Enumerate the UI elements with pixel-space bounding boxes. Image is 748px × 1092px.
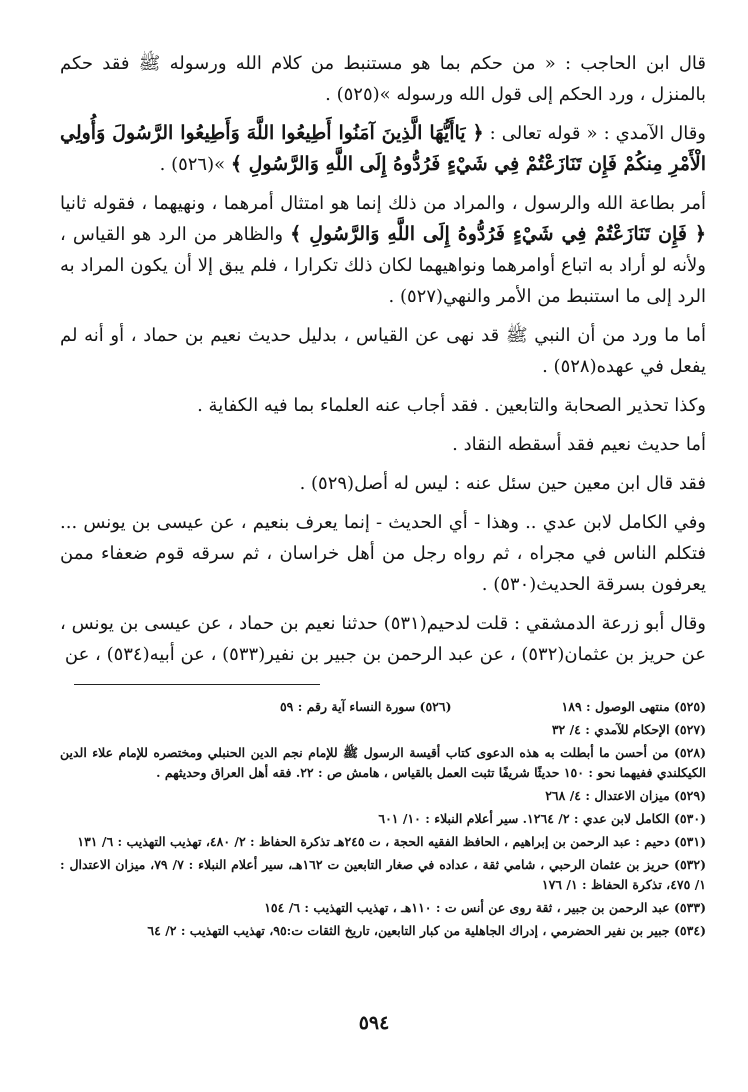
obedience-text-a: أمر بطاعة الله والرسول ، والمراد من ذلك إنما هو امتثال أمرهما ، ونهيهما ، فقوله ثانيا (60, 193, 706, 214)
amidi-ref: »(٥٢٦) . (159, 154, 231, 175)
footnote-531: (٥٣١) دحيم : عبد الرحمن بن إبراهيم ، الحافظ الفقيه الحجة ، ت ٢٤٥هـ تذكرة الحفاظ : ٢/ ٤٨٠، تهذيب التهذيب : ٦/ ١٣١ (77, 834, 706, 849)
quran-verse-2: ﴿ فَإِن تَنَازَعْتُمْ فِي شَيْءٍ فَرُدُّوهُ إِلَى اللَّهِ وَالرَّسُولِ ﴾ (290, 223, 706, 245)
main-text (60, 48, 706, 670)
footnote-527: (٥٢٧) الإحكام للآمدي : ٤/ ٣٢ (551, 722, 706, 737)
footnote-532: (٥٣٢) حريز بن عثمان الرحبي ، شامي ثقة ، عداده في صغار التابعين ت ١٦٢هـ، سير أعلام النبلاء : ٧/ ٧٩، ميزان الاعتدال : ١/ ٤٧٥، تذكرة الحفاظ : ١/ ١٧٦ (60, 857, 707, 892)
paragraph-ibn-main: فقد قال ابن معين حين سئل عنه : ليس له أصل(٥٢٩) . (299, 473, 706, 494)
paragraph-amidi (60, 118, 706, 180)
paragraph-kamil: وفي الكامل لابن عدي .. وهذا - أي الحديث - إنما يعرف بنعيم ، عن عيسى بن يونس ... فتكلم الناس في مجراه ، ثم رواه رجل من أهل خراسان ، ثم سرقه قوم ضعفاء ممن يعرفون بسرقة الحديث(٥٣٠) . (60, 512, 706, 595)
page-number: ٥٩٤ (358, 1012, 390, 1034)
obedience-text-b: والظاهر من الرد هو القياس ، ولأنه لو أراد به اتباع أوامرهما ونواهيهما لكان ذلك تكرارا ، فلم يبق إلا أن يكون المراد به الرد إلى ما استنبط من الأمر والنهي(٥٢٧) . (60, 224, 706, 307)
footnote-525: (٥٢٥) منتهى الوصول : ١٨٩ (561, 699, 706, 714)
footnote-divider (74, 684, 320, 685)
footnote-534: (٥٣٤) جبير بن نفير الحضرمي ، إدراك الجاهلية من كبار التابعين، تاريخ الثقات ت:٩٥، تهذيب التهذيب : ٢/ ٦٤ (147, 923, 706, 938)
amidi-intro: وقال الآمدي : « قوله تعالى : (483, 123, 706, 144)
footnote-528: (٥٢٨) من أحسن ما أبطلت به هذه الدعوى كتاب أقيسة الرسول ﷺ للإمام نجم الدين الحنبلي ومختصره للإمام علاء الدين الكيكلندي ففيهما نحو : ١٥٠ حديثًا شريفًا تثبت العمل بالقياس ، هامش ص : ٢٢. فقه أهل العراق وحديثهم . (60, 745, 706, 780)
paragraph-companions: وكذا تحذير الصحابة والتابعين . فقد أجاب عنه العلماء بما فيه الكفاية . (197, 395, 706, 416)
footnote-row (60, 697, 706, 717)
footnote-530: (٥٣٠) الكامل لابن عدي : ٢/ ١٢٦٤. سير أعلام النبلاء : ١٠/ ٦٠١ (378, 811, 706, 826)
paragraph-abu-zura: وقال أبو زرعة الدمشقي : قلت لدحيم(٥٣١) حدثنا نعيم بن حماد ، عن عيسى بن يونس ، عن حريز بن عثمان(٥٣٢) ، عن عبد الرحمن بن جبير بن نفير(٥٣٣) ، عن أبيه(٥٣٤) ، عن (60, 613, 707, 665)
book-page (60, 48, 706, 944)
paragraph-obedience (60, 188, 706, 312)
quran-verse: ﴿ يَاأَيُّهَا الَّذِينَ آمَنُوا أَطِيعُوا اللَّهَ وَأَطِيعُوا الرَّسُولَ وَأُولِي الْأَمْرِ مِنكُمْ فَإِن تَنَازَعْتُمْ فِي شَيْءٍ فَرُدُّوهُ إِلَى اللَّهِ وَالرَّسُولِ ﴾ (60, 122, 706, 175)
footnote-533: (٥٣٣) عبد الرحمن بن جبير ، ثقة روى عن أنس ت : ١١٠هـ ، تهذيب التهذيب : ٦/ ١٥٤ (264, 900, 706, 915)
paragraph-prohibition: أما ما ورد من أن النبي ﷺ قد نهى عن القياس ، بدليل حديث نعيم بن حماد ، أو أنه لم يفعل في عهده(٥٢٨) . (60, 325, 706, 377)
paragraph-ibn-hajib: قال ابن الحاجب : « من حكم بما هو مستنبط من كلام الله ورسوله ﷺ فقد حكم بالمنزل ، ورد الحكم إلى قول الله ورسوله »(٥٢٥) . (60, 53, 706, 105)
footnote-529: (٥٢٩) ميزان الاعتدال : ٤/ ٢٦٨ (545, 788, 706, 803)
footnotes (60, 697, 706, 941)
footnote-526: (٥٢٦) سورة النساء آية رقم : ٥٩ (279, 699, 452, 714)
paragraph-naim: أما حديث نعيم فقد أسقطه النقاد . (452, 434, 706, 455)
